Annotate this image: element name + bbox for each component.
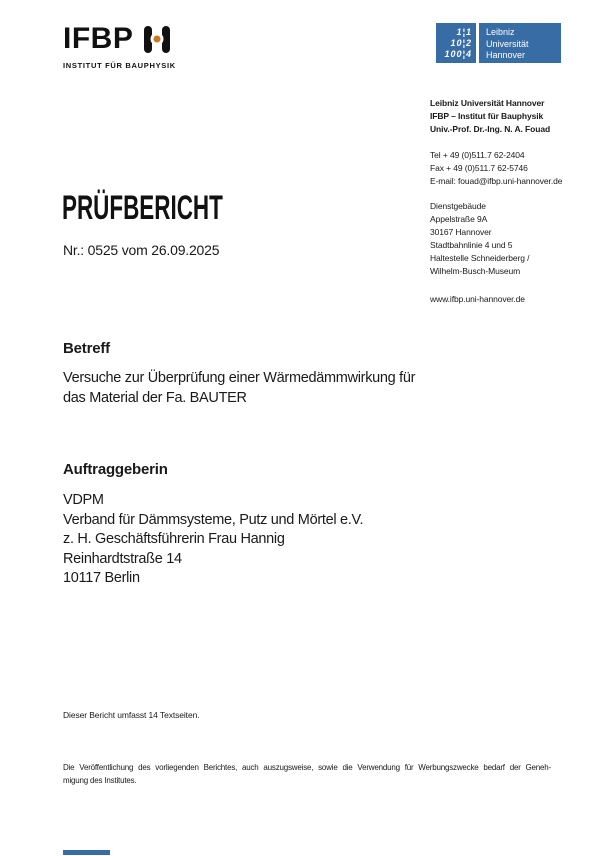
bottom-edge-blue-bar (63, 850, 110, 855)
sidebar-institution-line: Leibniz Universität Hannover (430, 98, 545, 108)
luh-logo (436, 23, 561, 63)
subject-line: das Material der Fa. BAUTER (63, 389, 247, 406)
luh-name-line: Universität (486, 38, 529, 49)
sidebar-institution-block (430, 97, 580, 136)
ifbp-logo (63, 24, 176, 70)
sidebar-phone-line: Tel + 49 (0)511.7 62-2404 (430, 150, 525, 160)
sidebar-contact-block (430, 149, 580, 188)
luh-name-line: Hannover (486, 50, 526, 60)
client-line: z. H. Geschäftsführerin Frau Hannig (63, 531, 285, 547)
sidebar-address-line: Haltestelle Schneiderberg / (430, 253, 530, 263)
sidebar-email-line: E-mail: fouad@ifbp.uni-hannover.de (430, 176, 563, 186)
sidebar-address-line: Wilhelm-Busch-Museum (430, 266, 521, 276)
client-heading: Auftraggeberin (63, 461, 168, 478)
client-line: VDPM (63, 492, 104, 508)
sidebar-fax-line: Fax + 49 (0)511.7 62-5746 (430, 163, 528, 173)
ifbp-logo-mark-icon (144, 26, 170, 53)
page-count-note: Dieser Bericht umfasst 14 Textseiten. (63, 710, 200, 720)
sidebar-address-line: Stadtbahnlinie 4 und 5 (430, 240, 513, 250)
sidebar-address-line: 30167 Hannover (430, 227, 492, 237)
client-line: Verband für Dämmsysteme, Putz und Mörtel e.V. (63, 511, 364, 528)
sidebar-website: www.ifbp.uni-hannover.de (430, 294, 525, 304)
luh-binary-row: 100¦4 (444, 48, 472, 59)
report-number-line: Nr.: 0525 vom 26.09.2025 (63, 242, 220, 258)
ifbp-logo-acronym: IFBP (63, 22, 134, 55)
footnote-line: Die Veröffentlichung des vorliegenden Berichtes, auch auszugsweise, sowie die Verwendung für Werbungszwecke bedarf der Geneh- (63, 763, 551, 772)
client-line: Reinhardtstraße 14 (63, 550, 182, 567)
client-line: 10117 Berlin (63, 570, 140, 586)
ifbp-logo-orange-dot-icon (154, 36, 161, 43)
subject-line: Versuche zur Überprüfung einer Wärmedämmwirkung für (63, 370, 416, 386)
luh-logo-binary-tile-icon (436, 23, 476, 63)
luh-binary-row: 10¦2 (450, 37, 472, 48)
subject-text (63, 369, 415, 408)
luh-binary-row: 1¦1 (456, 26, 472, 37)
subject-heading: Betreff (63, 340, 110, 357)
luh-logo-name-box (479, 23, 561, 63)
page-title: PRÜFBERICHT (62, 189, 223, 227)
client-address-block (63, 491, 363, 589)
sidebar-institution-line: IFBP – Institut für Bauphysik (430, 111, 544, 121)
footnote-line: migung des Institutes. (63, 776, 137, 785)
sidebar-address-line: Appelstraße 9A (430, 214, 488, 224)
sidebar-address-line: Dienstgebäude (430, 201, 486, 211)
publication-footnote (63, 761, 551, 787)
luh-name-line: Leibniz (486, 27, 515, 37)
sidebar-address-block (430, 200, 580, 278)
ifbp-logo-subtitle: INSTITUT FÜR BAUPHYSIK (63, 61, 176, 70)
sidebar-institution-line: Univ.-Prof. Dr.-Ing. N. A. Fouad (430, 124, 551, 134)
